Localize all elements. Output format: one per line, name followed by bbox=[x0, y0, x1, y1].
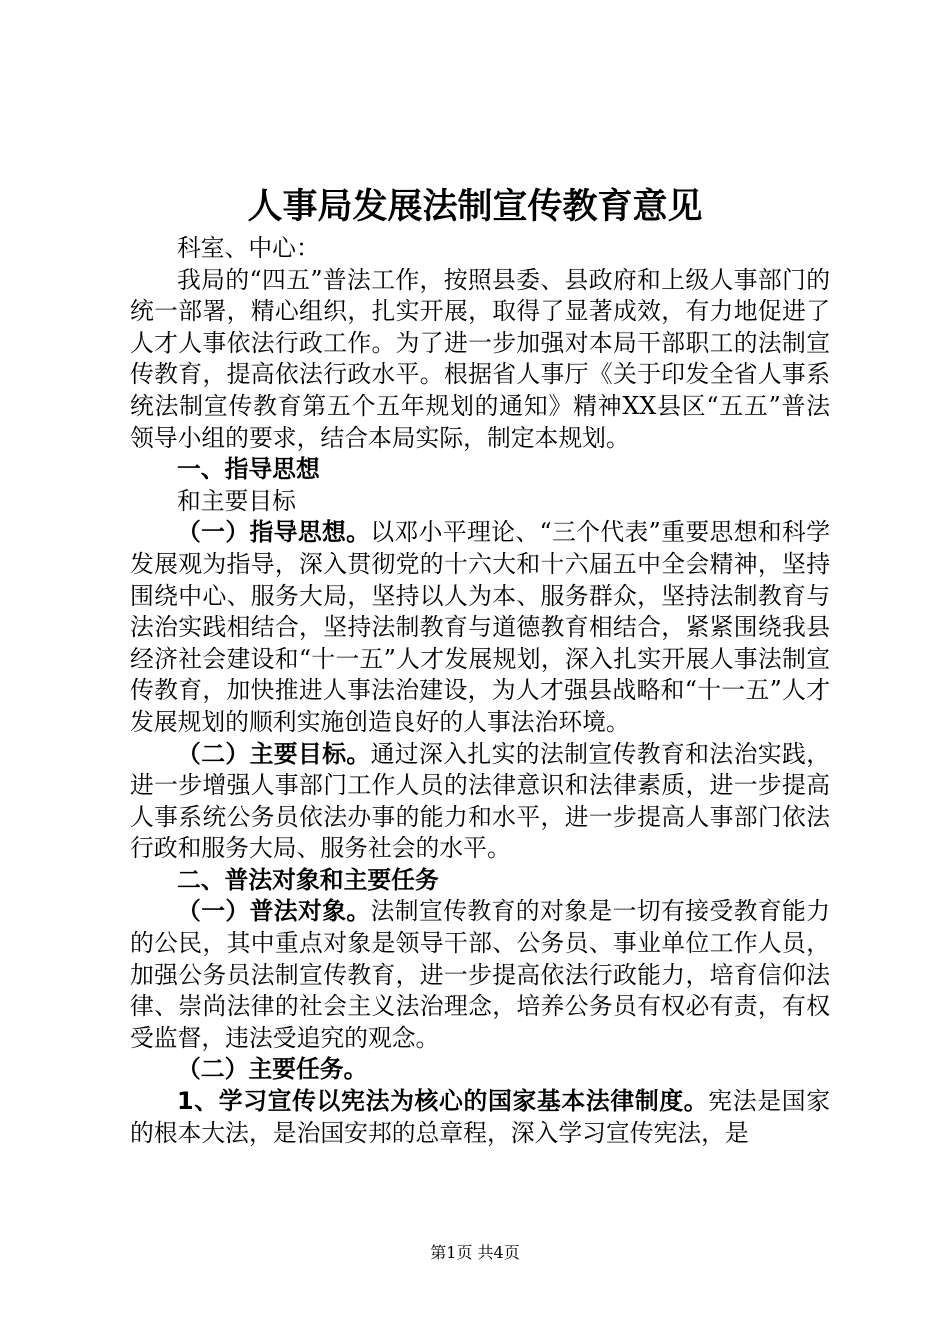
section-1-heading-text: 一、指导思想 bbox=[177, 455, 320, 484]
paragraph-main-goal bbox=[130, 739, 830, 865]
section-2-heading bbox=[130, 865, 830, 897]
paragraph-guiding-thought-text: 以邓小平理论、“三个代表”重要思想和科学发展观为指导，深入贯彻党的十六大和十六届五中全会精神，坚持围绕中心、服务大局，坚持以人为本、服务群众，坚持法制教育与法治实践相结合，坚持法制教育与道德教育相结合，紧紧围绕我县经济社会建设和“十一五”人才发展规划，深入扎实开展人事法制宣传教育，加快推进人事法治建设，为人才强县战略和“十一五”人才发展规划的顺利实施创造良好的人事法治环境。 bbox=[130, 518, 830, 736]
paragraph-main-tasks bbox=[130, 1054, 830, 1086]
page-number: 第1页 共4页 bbox=[430, 1243, 520, 1262]
section-1-heading bbox=[130, 454, 830, 486]
salutation: 科室、中心： bbox=[177, 234, 320, 262]
paragraph-constitution-text: 宪法是国家的根本大法，是治国安邦的总章程，深入学习宣传宪法，是 bbox=[130, 1087, 831, 1147]
paragraph-main-goal-text: 通过深入扎实的法制宣传教育和法治实践，进一步增强人事部门工作人员的法律意识和法律素质，进一步提高人事系统公务员依法办事的能力和水平，进一步提高人事部门依法行政和服务大局、服务社会的水平。 bbox=[130, 739, 831, 863]
paragraph-main-goal-heading: （二）主要目标。 bbox=[177, 739, 371, 768]
document-body bbox=[130, 233, 830, 1149]
paragraph-constitution-heading: 1、学习宣传以宪法为核心的国家基本法律制度。 bbox=[177, 1087, 709, 1116]
paragraph-target-audience bbox=[130, 896, 830, 1054]
section-1-subheading: 和主要目标 bbox=[177, 486, 296, 515]
section-2-heading-text: 二、普法对象和主要任务 bbox=[177, 865, 439, 894]
paragraph-guiding-thought bbox=[130, 517, 830, 738]
paragraph-guiding-thought-heading: （一）指导思想。 bbox=[177, 518, 371, 547]
page-footer bbox=[0, 1242, 950, 1264]
paragraph-target-audience-text: 法制宣传教育的对象是一切有接受教育能力的公民，其中重点对象是领导干部、公务员、事业单位工作人员，加强公务员法制宣传教育，进一步提高依法行政能力，培育信仰法律、崇尚法律的社会主义法治理念，培养公务员有权必有责，有权受监督，违法受追究的观念。 bbox=[130, 897, 831, 1052]
paragraph-main-tasks-heading: （二）主要任务。 bbox=[177, 1055, 368, 1084]
paragraph-constitution bbox=[130, 1086, 830, 1149]
document-title: 人事局发展法制宣传教育意见 bbox=[247, 186, 703, 227]
intro-paragraph: 我局的“四五”普法工作，按照县委、县政府和上级人事部门的统一部署，精心组织，扎实开展，取得了显著成效，有力地促进了人才人事依法行政工作。为了进一步加强对本局干部职工的法制宣传教育，提高依法行政水平。根据省人事厅《关于印发全省人事系统法制宣传教育第五个五年规划的通知》精神XX县区“五五”普法领导小组的要求，结合本局实际，制定本规划。 bbox=[130, 265, 830, 452]
paragraph-target-audience-heading: （一）普法对象。 bbox=[177, 897, 371, 926]
